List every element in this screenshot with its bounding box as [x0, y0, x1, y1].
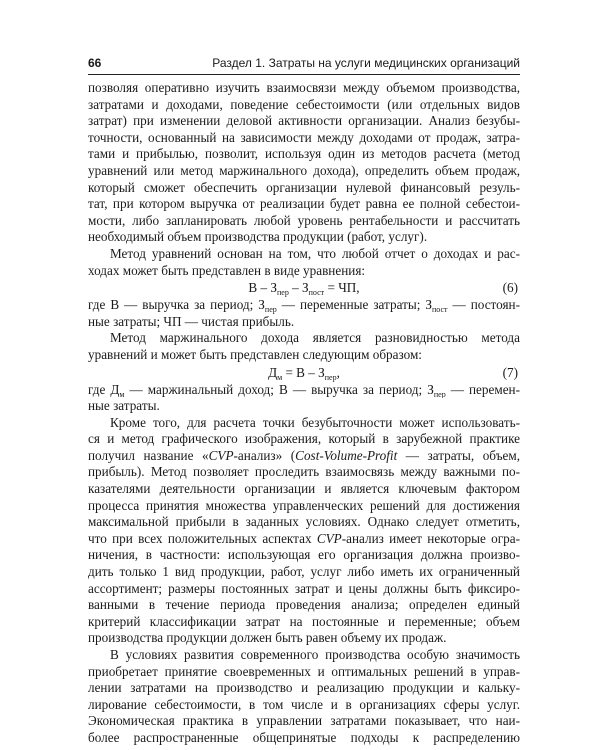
text-line: уравнений и может быть представлен следующим образом: — [88, 346, 422, 362]
page-number: 66 — [88, 56, 102, 70]
text-line: ся и метод графического изображения, который в зарубежной практике — [88, 431, 520, 447]
formula-legend-line: где В — выручка за период; $З_{пер}$ — переменные затраты; $З_{пост}$ — постоян- — [88, 297, 520, 314]
text-line: который сможет обеспечить организации нулевой финансовый резуль- — [88, 179, 520, 195]
text-line: прибыль). Метод позволяет проследить взаимосвязь между важными по- — [88, 464, 520, 480]
text-line: тами и прибылью, позволит, используя один из методов расчета (метод — [88, 146, 520, 162]
text-line: производства продукции должен быть равен объему их продаж. — [88, 630, 447, 646]
text-line: ничения, в частности: использующая его организация должна произво- — [88, 547, 520, 563]
formula-legend-line: ные затраты. — [88, 398, 160, 414]
text-line: более распространенные общепринятые подходы к распределению — [88, 729, 520, 745]
running-header — [88, 56, 520, 75]
formula-number: (6) — [502, 280, 518, 296]
formula-legend-line: ные затраты; ЧП — чистая прибыль. — [88, 313, 295, 329]
text-line: В условиях развития современного производства особую значимость — [110, 647, 520, 662]
text-line: Кроме того, для расчета точки безубыточности может использовать- — [110, 414, 520, 430]
text-line: позволяя оперативно изучить взаимосвязи между объемом производства, — [88, 80, 520, 95]
text-line: затратами и доходами, поведение себестоимости (или отдельных видов — [88, 96, 520, 112]
text-line: казателями деятельности организации и является ключевым фактором — [88, 481, 520, 497]
text-line: точности, основанный на зависимости между доходами от продаж, затра- — [88, 129, 520, 145]
term-cvp: CVP — [208, 447, 234, 463]
formula-number: (7) — [502, 364, 518, 380]
formula-legend-line: где $Д_м$ — маржинальный доход; В — выручка за период; $З_{пер}$ — перемен- — [88, 381, 520, 399]
text-line: ванными в течение периода проведения анализа; определен единый — [88, 597, 520, 613]
text-line: тат, при котором выручка от реализации будет равна ее полной себестои- — [88, 196, 520, 212]
text-line: мости, либо запланировать любой уровень рентабельности и рассчитать — [88, 212, 520, 228]
text-line: процесса принятия множества управленческих решений для достижения — [88, 497, 520, 513]
text-line: ходах может быть представлен в виде уравнения: — [88, 262, 366, 278]
running-title: Раздел 1. Затраты на услуги медицинских организаций — [212, 56, 520, 70]
text-line: приобретает принятие своевременных и оптимальных решений в управ- — [88, 663, 520, 679]
text-line: дить только 1 вид продукции, работ, услуг либо иметь их ограниченный — [88, 564, 520, 580]
text-line: критерий классификации затрат на постоянные и переменные; объем — [88, 613, 520, 629]
text-line: затрат) при изменении деловой активности организации. Анализ безубы- — [88, 113, 520, 129]
formula-6 — [88, 279, 520, 297]
formula-7-expression: $Д_м = В - З_{пер}$, — [268, 364, 340, 382]
text-line: лирование себестоимости, в том числе и в организациях сферы услуг. — [88, 696, 520, 712]
text-line: получил название «CVP-анализ» (Cost-Volume-Profit — затраты, объем, — [88, 447, 520, 463]
text-line: уравнений или метод маржинального дохода), определить объем продаж, — [88, 162, 520, 178]
formula-7 — [88, 364, 520, 382]
text-line: максимальной прибыли в заданных условиях. Однако следует отметить, — [88, 514, 520, 530]
formula-6-expression: В – $З_{пер} - З_{пост}$ = ЧП, — [248, 280, 360, 298]
term-cost-volume-profit: Cost-Volume-Profit — [295, 447, 398, 463]
text-line: Метод уравнений основан на том, что любой отчет о доходах и рас- — [110, 245, 520, 261]
text-line: Экономическая практика в управлении затратами показывает, что наи- — [88, 713, 520, 729]
term-cvp: CVP — [316, 530, 342, 546]
text-line: лении затратами на производство и реализацию продукции и кальку- — [88, 680, 520, 696]
text-line: ассортимент; размеры постоянных затрат и цены должны быть фиксиро- — [88, 580, 520, 596]
body-text — [88, 80, 520, 747]
text-line: необходимый объем производства продукции (работ, услуг). — [88, 229, 428, 245]
text-line: Метод маржинального дохода является разновидностью метода — [110, 330, 520, 346]
text-line: что при всех положительных аспектах CVP-анализ имеет некоторые огра- — [88, 530, 520, 546]
